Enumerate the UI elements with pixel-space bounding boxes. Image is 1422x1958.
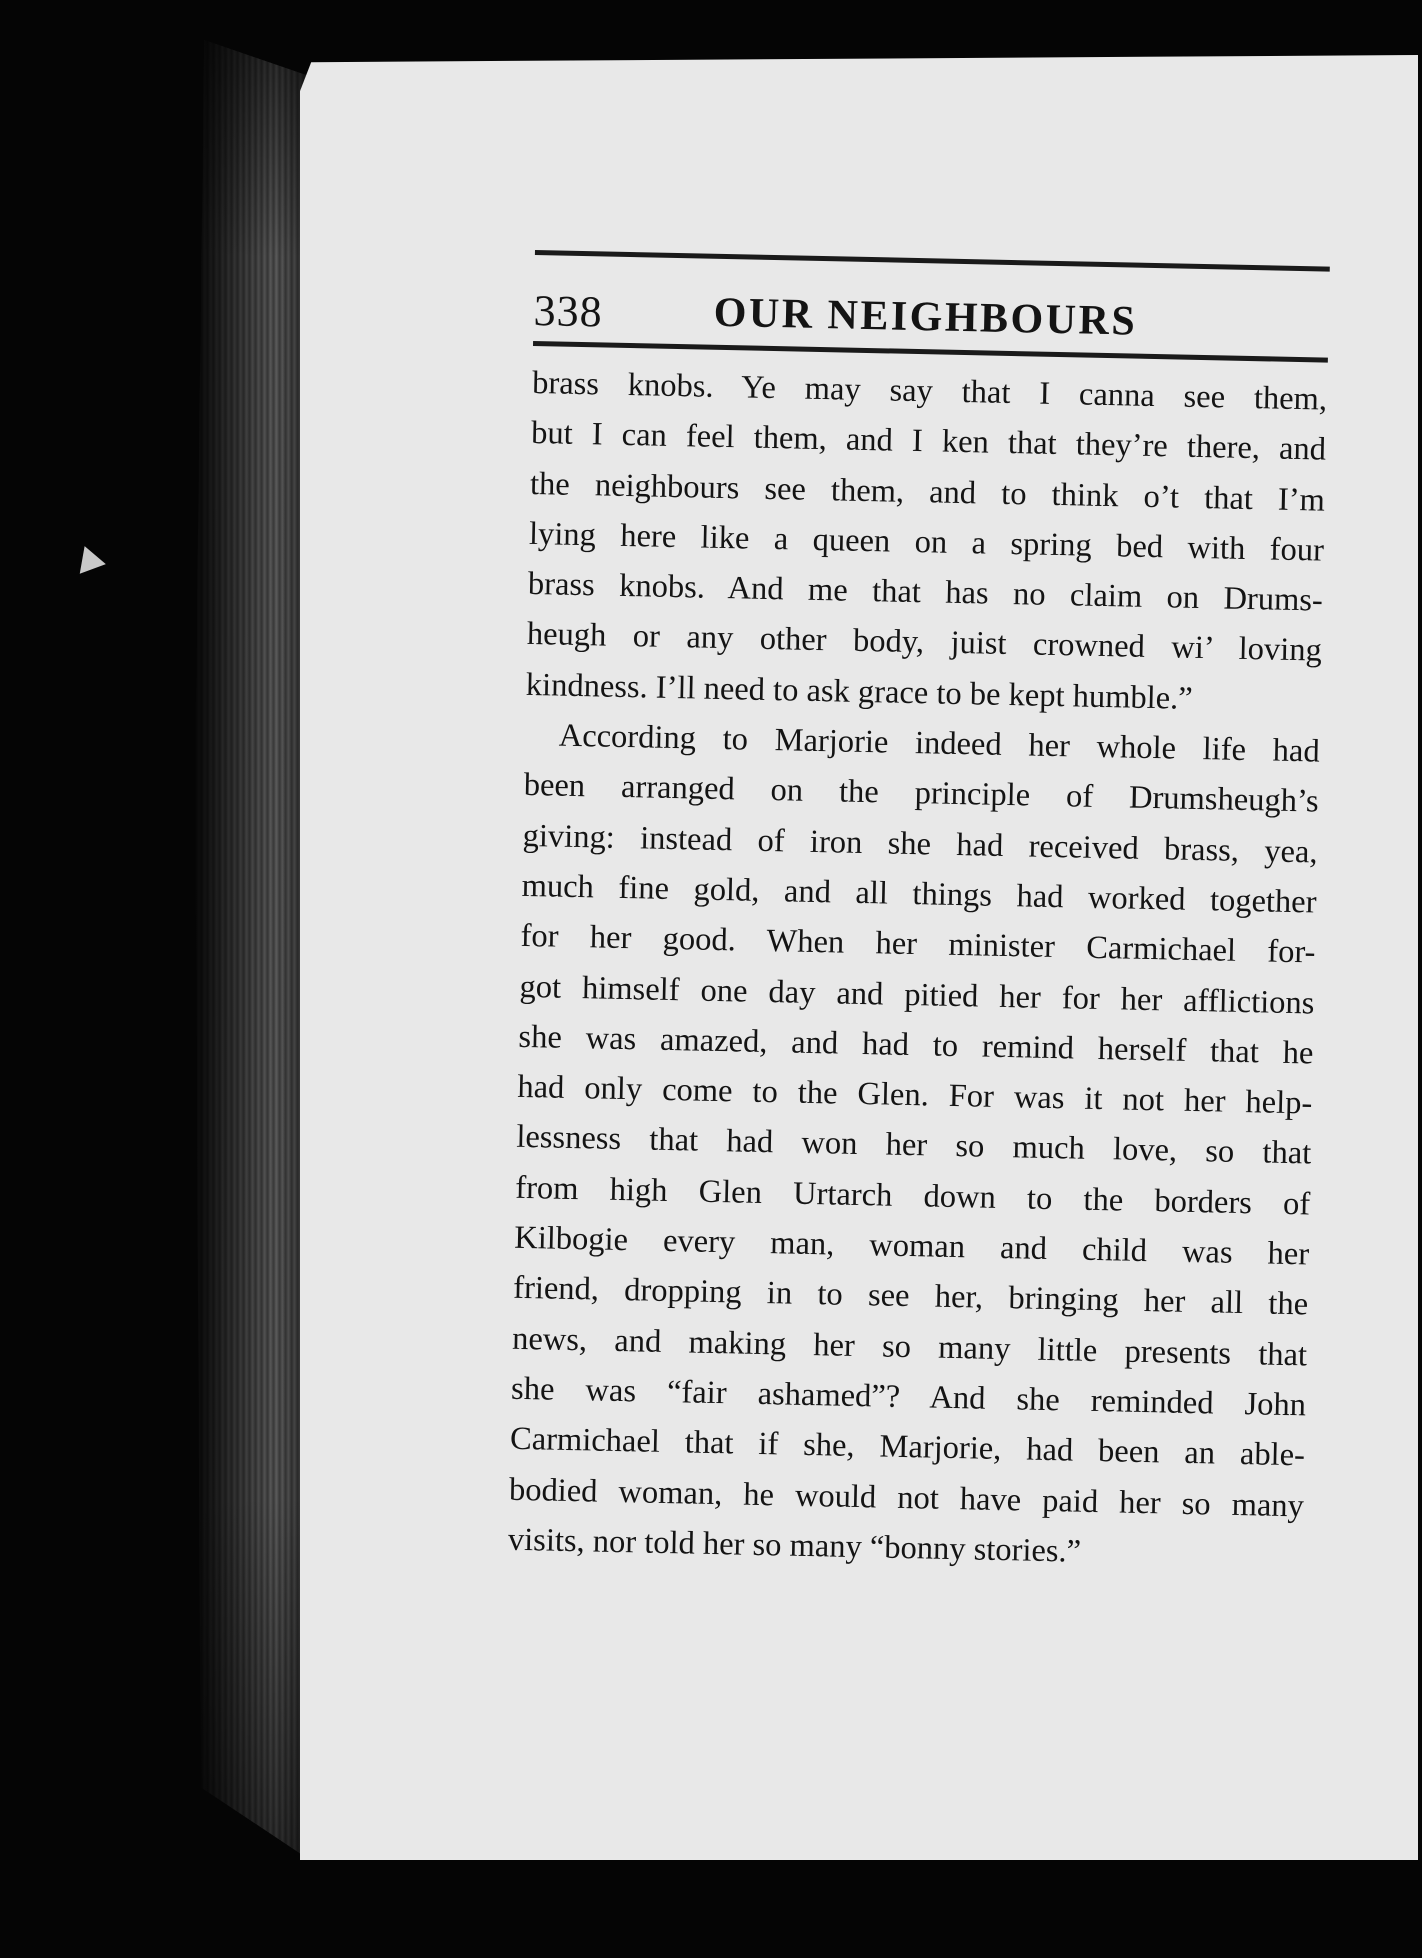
text-line: been arranged on the principle of Drumsheugh’s (523, 767, 1319, 820)
text-line: she was “fair ashamed”? And she reminded John (510, 1370, 1307, 1424)
text-line: kindness. I’ll need to ask grace to be kept humble.” (525, 666, 1194, 717)
text-line: heugh or any other body, juist crowned wi’ loving (526, 616, 1323, 670)
page-number: 338 (533, 285, 604, 337)
text-line: she was amazed, and had to remind herself that he (518, 1018, 1314, 1072)
page-marker-arrow (80, 546, 108, 578)
running-head: OUR NEIGHBOURS (713, 289, 1138, 345)
text-line: got himself one day and pitied her for her afflictions (519, 968, 1315, 1022)
text-line: bodied woman, he would not have paid her so many (508, 1471, 1305, 1524)
text-line: giving: instead of iron she had received brass, yea, (522, 817, 1318, 871)
text-line: lessness that had won her so much love, so that (516, 1119, 1312, 1172)
text-line: from high Glen Urtarch down to the borders of (514, 1169, 1311, 1223)
text-line: visits, nor told her so many “bonny stories.” (507, 1521, 1082, 1570)
page-edges (195, 40, 310, 1860)
text-line: Kilbogie every man, woman and child was her (513, 1219, 1310, 1273)
text-line: According to Marjorie indeed her whole life had (558, 717, 1321, 770)
page-header (533, 255, 1330, 358)
text-line: lying here like a queen on a spring bed with four (528, 515, 1325, 569)
text-line: Carmichael that if she, Marjorie, had been an able- (509, 1420, 1306, 1474)
text-line: much fine gold, and all things had worked together (521, 867, 1317, 921)
text-line: the neighbours see them, and to think o’t that I’m (529, 465, 1326, 519)
text-line: friend, dropping in to see her, bringing her all the (512, 1270, 1309, 1323)
text-line: brass knobs. Ye may say that I canna see them, (531, 364, 1328, 418)
text-line: for her good. When her minister Carmichael for- (520, 918, 1316, 971)
page-content (507, 250, 1329, 1581)
body-text (507, 358, 1327, 1582)
text-line: news, and making her so many little presents that (511, 1320, 1308, 1374)
text-line: had only come to the Glen. For was it not her help- (517, 1068, 1313, 1122)
text-line: brass knobs. And me that has no claim on Drums- (527, 566, 1324, 619)
text-line: but I can feel them, and I ken that they’re there, and (530, 415, 1327, 468)
